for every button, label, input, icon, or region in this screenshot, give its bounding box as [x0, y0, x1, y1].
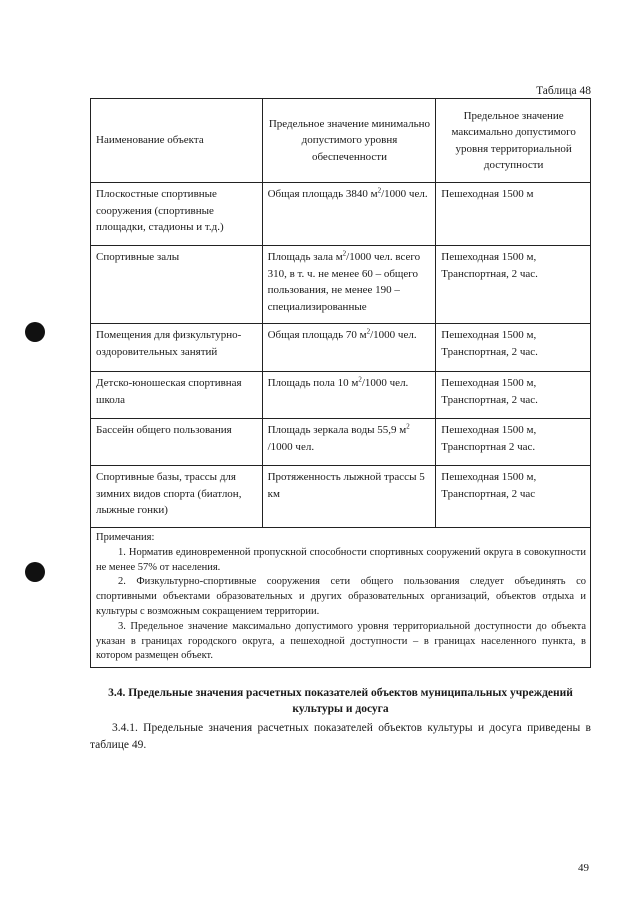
- max-value-cell: Пешеходная 1500 м, Транспортная, 2 час.: [436, 246, 591, 324]
- min-value-cell: Общая площадь 70 $м^2/1000$ чел.: [262, 324, 436, 372]
- object-name-cell: Спортивные залы: [91, 246, 263, 324]
- page-number: 49: [578, 862, 589, 874]
- table-row: [91, 419, 591, 466]
- object-name-cell: Помещения для физкультурно-оздоровительных занятий: [91, 324, 263, 372]
- min-value-cell: Общая площадь 3840 $м^2/1000$ чел.: [262, 183, 436, 246]
- table-header-row: [91, 99, 591, 183]
- punch-hole: [25, 562, 45, 582]
- min-value-cell: Площадь зала $м^2/1000$ чел. всего 310, в т. ч. не менее 60 – общего пользования, не менее 190 – специализированные: [262, 246, 436, 324]
- note-item: 3. Предельное значение максимально допустимого уровня территориальной доступности до объекта указан в границах городского округа, а пешеходной доступности – в границах населенного пункта, в котором размещен объект.: [96, 620, 586, 662]
- object-name-cell: Плоскостные спортивные сооружения (спортивные площадки, стадионы и т.д.): [91, 183, 263, 246]
- section-heading: 3.4. Предельные значения расчетных показателей объектов муниципальных учреждений культуры и досуга: [108, 687, 573, 715]
- table-row: [91, 246, 591, 324]
- note-item: 1. Норматив единовременной пропускной способности спортивных сооружений округа в совокупности не менее 57% от населения.: [96, 546, 586, 573]
- max-value-cell: Пешеходная 1500 м, Транспортная, 2 час.: [436, 324, 591, 372]
- header-cell: Предельное значение максимально допустимого уровня территориальной доступности: [436, 99, 591, 183]
- object-name-cell: Детско-юношеская спортивная школа: [91, 372, 263, 419]
- min-value-cell: Площадь зеркала воды 55,9 $м^2$ /1000 чел.: [262, 419, 436, 466]
- max-value-cell: Пешеходная 1500 м: [436, 183, 591, 246]
- table-row: [91, 324, 591, 372]
- notes-title: Примечания:: [96, 532, 155, 543]
- max-value-cell: Пешеходная 1500 м, Транспортная 2 час.: [436, 419, 591, 466]
- table-row: [91, 183, 591, 246]
- header-cell: Предельное значение минимально допустимого уровня обеспеченности: [262, 99, 436, 183]
- table-row: [91, 466, 591, 528]
- notes-row: [91, 528, 591, 668]
- max-value-cell: Пешеходная 1500 м, Транспортная, 2 час.: [436, 372, 591, 419]
- max-value-cell: Пешеходная 1500 м, Транспортная, 2 час: [436, 466, 591, 528]
- norms-table: [90, 98, 591, 668]
- note-item: 2. Физкультурно-спортивные сооружения сети общего пользования следует объединять со спортивными объектами образовательных и других образовательных организаций, объектов отдыха и культуры с возможным сокращением территории.: [96, 576, 586, 617]
- punch-hole: [25, 322, 45, 342]
- header-cell: Наименование объекта: [91, 99, 263, 183]
- table-row: [91, 372, 591, 419]
- section-paragraph: 3.4.1. Предельные значения расчетных показателей объектов культуры и досуга приведены в таблице 49.: [90, 722, 591, 751]
- object-name-cell: Спортивные базы, трассы для зимних видов спорта (биатлон, лыжные гонки): [91, 466, 263, 528]
- min-value-cell: Площадь пола 10 $м^2/1000$ чел.: [262, 372, 436, 419]
- min-value-cell: Протяженность лыжной трассы 5 км: [262, 466, 436, 528]
- object-name-cell: Бассейн общего пользования: [91, 419, 263, 466]
- notes-cell: [91, 528, 591, 668]
- table-caption: Таблица 48: [536, 85, 591, 97]
